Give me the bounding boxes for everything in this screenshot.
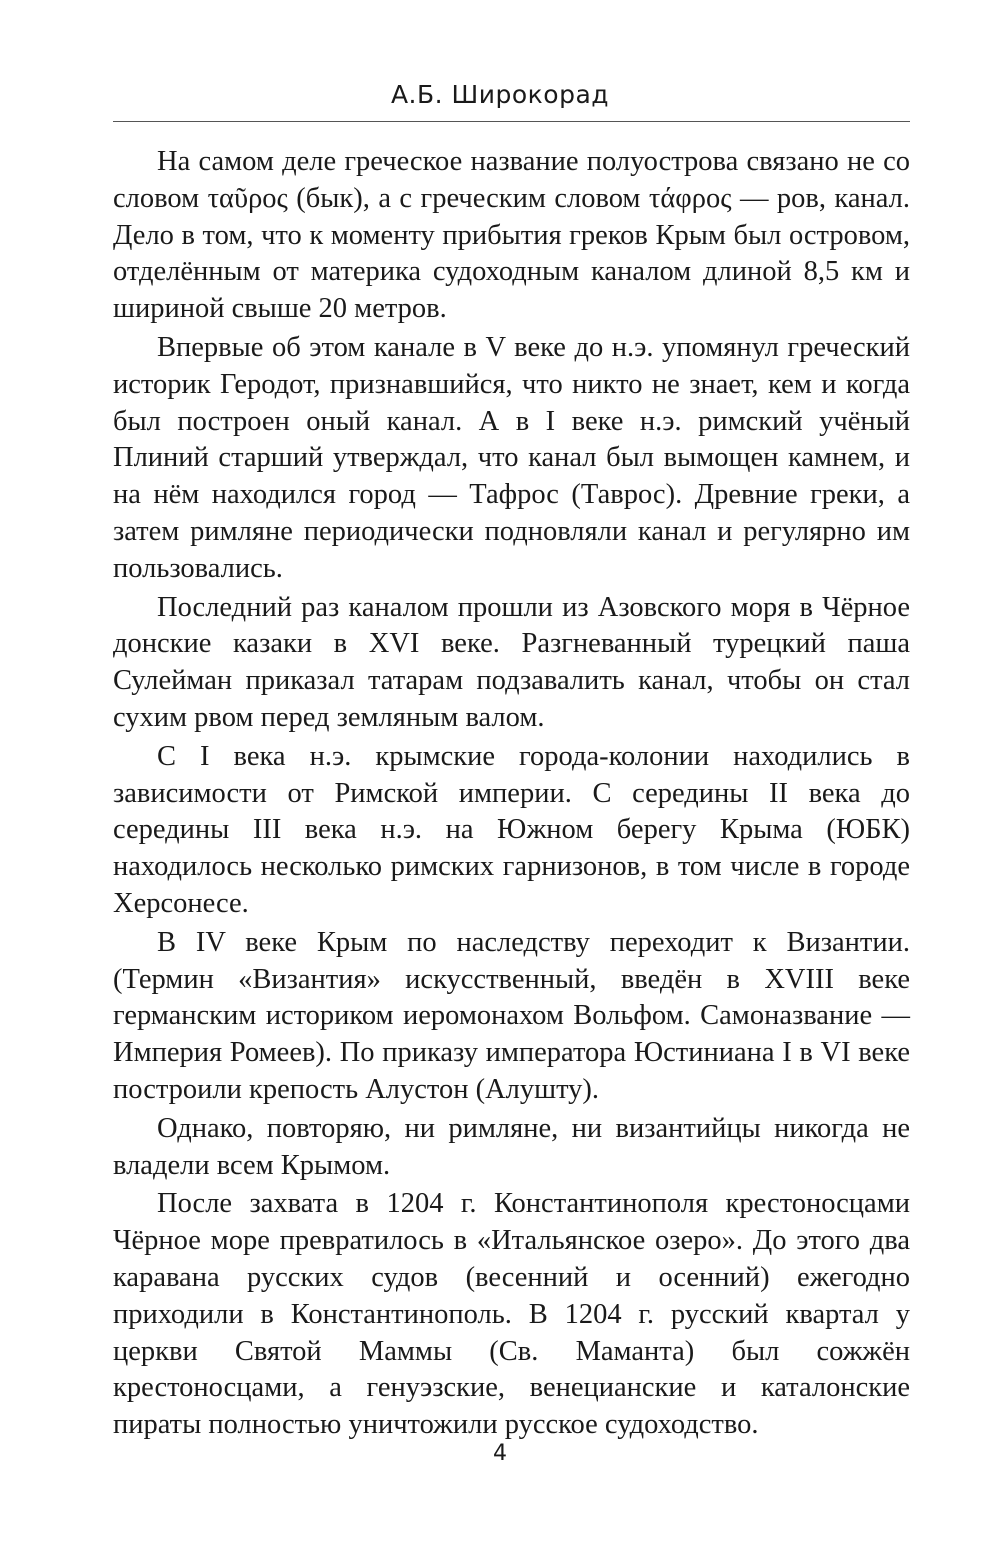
paragraph-7: После захвата в 1204 г. Константинополя крестоносцами Чёрное море превратилось в «Итальянское озеро». До этого два каравана русских судов (весенний и осенний) ежегодно приходили в Константинополь. В 1204 г. русский квартал у церкви Святой Маммы (Св. Маманта) был сожжён крестоносцами, а генуэзские, венецианские и каталонские пираты полностью уничтожили русское судоходство. [113, 1188, 910, 1441]
paragraph-1: На самом деле греческое название полуострова связано не со словом ταῦρος (бык), а с греческим словом τάφρος — ров, канал. Дело в том, что к моменту прибытия греков Крым был островом, отделённым от материка судоходным каналом длиной 8,5 км и шириной свыше 20 метров. [113, 146, 910, 325]
paragraph-6: Однако, повторяю, ни римляне, ни византийцы никогда не владели всем Крымом. [113, 1112, 910, 1181]
header-divider [113, 121, 910, 122]
paragraph-2: Впервые об этом канале в V веке до н.э. упомянул греческий историк Геродот, признавшийся, что никто не знает, кем и когда был построен оный канал. А в I веке н.э. римский учёный Плиний старший утверждал, что канал был вымощен камнем, и на нём находился город — Тафрос (Таврос). Древние греки, а затем римляне периодически подновляли канал и регулярно им пользовались. [113, 331, 910, 584]
running-head-author: А.Б. Широкорад [390, 80, 610, 109]
page-body [113, 144, 910, 1444]
paragraph-3: Последний раз каналом прошли из Азовского моря в Чёрное донские казаки в XVI веке. Разгневанный турецкий паша Сулейман приказал татарам подзавалить канал, чтобы он стал сухим рвом перед земляным валом. [113, 591, 910, 733]
paragraph-5: В IV веке Крым по наследству переходит к Византии. (Термин «Византия» искусственный, введён в XVIII веке германским историком иеромонахом Вольфом. Самоназвание — Империя Ромеев). По приказу императора Юстиниана I в VI веке построили крепость Алустон (Алушту). [113, 926, 910, 1105]
paragraph-4: С I века н.э. крымские города-колонии находились в зависимости от Римской империи. С середины II века до середины III века н.э. на Южном берегу Крыма (ЮБК) находилось несколько римских гарнизонов, в том числе в городе Херсонесе. [113, 740, 910, 919]
page-number: 4 [493, 1441, 507, 1466]
